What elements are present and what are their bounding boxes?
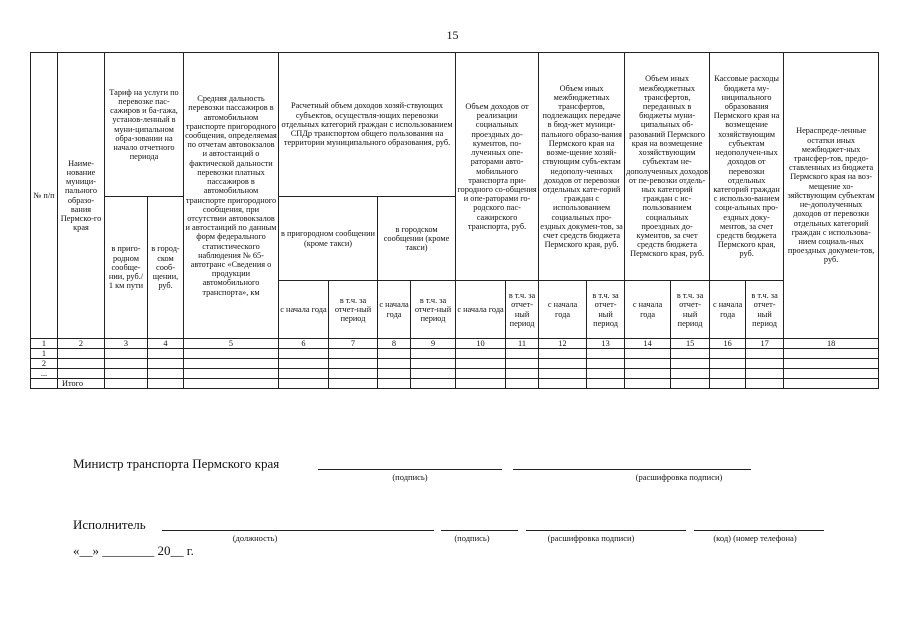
table-cell: [746, 349, 784, 359]
column-number: 2: [58, 339, 105, 349]
table-cell: [710, 359, 746, 369]
header-transfers-given: Объем иных межбюджетных трансфертов, переданных в бюджеты муни-ципальных об-разований Пермского края на возмещение хозяйствующим субъектам не-дополученных доходов от пе-ревозки отдель-ных категорий граждан с ис-пользованием социальных проездных до-кументов, за счет средств бюджета Пермского края, руб.: [625, 53, 710, 281]
table-cell: [784, 369, 879, 379]
table-cell: [105, 349, 148, 359]
column-number: 3: [105, 339, 148, 349]
header-tariff: Тариф на услуги по перевозке пас-сажиров и ба-гажа, установ-ленный в муни-ципальном обра-зовании на начало отчетного периода: [105, 53, 184, 197]
header-income-city: в городском сообщении (кроме такси): [378, 197, 456, 281]
table-cell: [587, 349, 625, 359]
table-cell: [105, 379, 148, 389]
table-cell: [105, 369, 148, 379]
table-cell: [329, 369, 378, 379]
table-cell: [279, 379, 329, 389]
column-number: 1: [31, 339, 58, 349]
column-number: 5: [184, 339, 279, 349]
header-period: в т.ч. за отчет-ный период: [329, 281, 378, 339]
phone-caption: (код) (номер телефона): [713, 533, 797, 543]
table-cell: [539, 359, 587, 369]
header-period: в т.ч. за отчет-ный период: [671, 281, 710, 339]
column-number: 9: [411, 339, 456, 349]
table-cell: [411, 379, 456, 389]
position-caption: (должность): [232, 533, 278, 543]
table-cell: [456, 369, 506, 379]
table-cell: [279, 359, 329, 369]
report-table: [30, 52, 879, 389]
table-cell: [148, 349, 184, 359]
phone-line: [694, 530, 824, 531]
table-cell: [539, 379, 587, 389]
table-cell: [671, 369, 710, 379]
table-cell: [506, 369, 539, 379]
header-remainder: Нераспреде-ленные остатки иных межбюджет-ных трансфер-тов, предо-ставленных из бюджета Пермского края на воз-мещение хо-зяйствующим субъектам не-дополученных доходов от перевозки отдельных категорий граждан с использова-нием социаль-ных проездных докумен-тов, руб.: [784, 53, 879, 339]
executor-label: Исполнитель: [73, 517, 146, 532]
table-cell: [671, 359, 710, 369]
header-tariff-city: в город-ском сооб-щении, руб.: [148, 197, 184, 339]
header-period: в т.ч. за отчет-ный период: [411, 281, 456, 339]
header-period: в т.ч. за отчет-ный период: [587, 281, 625, 339]
table-cell: [411, 349, 456, 359]
table-cell: [784, 349, 879, 359]
table-cell: [411, 369, 456, 379]
row-number: 1: [31, 349, 58, 359]
header-number: № п/п: [31, 53, 58, 339]
table-cell: [279, 349, 329, 359]
header-period: в т.ч. за отчет-ный период: [746, 281, 784, 339]
header-period: в т.ч. за отчет-ный период: [506, 281, 539, 339]
table-cell: [784, 359, 879, 369]
table-row: [31, 349, 879, 359]
row-number: 2: [31, 359, 58, 369]
table-cell: [329, 379, 378, 389]
table-cell: [506, 359, 539, 369]
table-cell: [378, 349, 411, 359]
decoding-line: [526, 530, 686, 531]
column-number: 16: [710, 339, 746, 349]
table-cell: [625, 349, 671, 359]
table-cell: [456, 349, 506, 359]
table-cell: [746, 379, 784, 389]
table-row: [31, 359, 879, 369]
column-number-row: [31, 339, 879, 349]
header-year-start: с начала года: [456, 281, 506, 339]
table-cell: [184, 349, 279, 359]
column-number: 14: [625, 339, 671, 349]
table-cell: [378, 369, 411, 379]
table-row: [31, 369, 879, 379]
header-social-ticket-sales: Объем доходов от реализации социальных проездных до-кументов, по-лученных опе-раторами авто-мобильного транспорта при-городного со-общения и опе-раторами го-родского пас-сажирского транспорта, руб.: [456, 53, 539, 281]
table-cell: [710, 379, 746, 389]
row-municipality: [58, 369, 105, 379]
table-cell: [411, 359, 456, 369]
signature-line: [318, 469, 502, 470]
column-number: 10: [456, 339, 506, 349]
date-line: «__» ________ 20__ г.: [73, 543, 194, 558]
column-number: 15: [671, 339, 710, 349]
column-number: 17: [746, 339, 784, 349]
row-municipality: [58, 359, 105, 369]
table-cell: [625, 369, 671, 379]
column-number: 4: [148, 339, 184, 349]
row-municipality: Итого: [58, 379, 105, 389]
table-body: [31, 349, 879, 389]
table-cell: [184, 359, 279, 369]
table-cell: [378, 359, 411, 369]
table-cell: [671, 349, 710, 359]
table-cell: [539, 349, 587, 359]
table-cell: [506, 379, 539, 389]
table-cell: [625, 379, 671, 389]
decoding-caption: (расшифровка подписи): [635, 472, 723, 482]
column-number: 7: [329, 339, 378, 349]
header-cash-expenses: Кассовые расходы бюджета му-ниципального образования Пермского края на возмещение хозяйствующим субъектам недополучен-ных доходов от перевозки отдельных категорий граждан с использо-ванием соци-альных про-ездных доку-ментов, за счет средств бюджета Пермского края, руб.: [710, 53, 784, 281]
signature-caption: (подпись): [392, 472, 428, 482]
signature-line: [441, 530, 518, 531]
header-year-start: с начала года: [378, 281, 411, 339]
table-cell: [587, 359, 625, 369]
row-number: ...: [31, 369, 58, 379]
column-number: 12: [539, 339, 587, 349]
decoding-line: [513, 469, 751, 470]
column-number: 6: [279, 339, 329, 349]
position-line: [162, 530, 434, 531]
table-cell: [587, 379, 625, 389]
table-cell: [329, 349, 378, 359]
table-row: [31, 379, 879, 389]
table-cell: [456, 359, 506, 369]
table-cell: [378, 379, 411, 389]
column-number: 13: [587, 339, 625, 349]
table-cell: [105, 359, 148, 369]
page-number: 15: [446, 28, 459, 42]
table-cell: [625, 359, 671, 369]
table-cell: [784, 379, 879, 389]
table-cell: [710, 369, 746, 379]
table-cell: [329, 359, 378, 369]
table-cell: [746, 359, 784, 369]
minister-label: Министр транспорта Пермского края: [73, 456, 280, 471]
column-number: 11: [506, 339, 539, 349]
table-cell: [539, 369, 587, 379]
table-cell: [710, 349, 746, 359]
table-cell: [148, 379, 184, 389]
header-transfers-due: Объем иных межбюджетных трансфертов, подлежащих передаче в бюд-жет муници-пального образо-вания Пермского края на возме-щение хозяй-ствующим субъ-ектам недополу-ченных доходов от перевозки отдельных кате-горий граждан с использованием социальных про-ездных докумен-тов, за счет средств бюджета Пермского края, руб.: [539, 53, 625, 281]
header-income: Расчетный объем доходов хозяй-ствующих субъектов, осуществля-ющих перевозки отдельных категорий граждан с использованием СПДр транспортом общего пользования на территории муниципального образования, руб.: [279, 53, 456, 197]
column-number: 18: [784, 339, 879, 349]
decoding-caption: (расшифровка подписи): [547, 533, 635, 543]
table-cell: [279, 369, 329, 379]
header-income-suburban: в пригородном сообщении (кроме такси): [279, 197, 378, 281]
table-cell: [746, 369, 784, 379]
header-municipality: Наиме-нование муници-пального образо-вания Пермско-го края: [58, 53, 105, 339]
header-distance: Средняя дальность перевозки пассажиров в автомобильном транспорте пригородного сообщения, определяемая по отчетам автовокзалов и автостанций о фактической дальности перевозки платных пассажиров в автомобильном транспорте пригородного сообщения, при отсутствии автовокзалов и автостанций по данным форм федерального статистического наблюдения № 65-автотранс «Сведения о продукции автомобильного транспорта», км: [184, 53, 279, 339]
table-cell: [184, 379, 279, 389]
table-cell: [184, 369, 279, 379]
header-year-start: с начала года: [279, 281, 329, 339]
table-cell: [671, 379, 710, 389]
header-year-start: с начала года: [710, 281, 746, 339]
column-number: 8: [378, 339, 411, 349]
table-cell: [148, 359, 184, 369]
signature-caption: (подпись): [454, 533, 490, 543]
table-cell: [148, 369, 184, 379]
header-year-start: с начала года: [625, 281, 671, 339]
row-number: [31, 379, 58, 389]
row-municipality: [58, 349, 105, 359]
header-year-start: с начала года: [539, 281, 587, 339]
table-cell: [587, 369, 625, 379]
header-tariff-suburban: в приго-родном сообще-нии, руб./ 1 км пути: [105, 197, 148, 339]
table-cell: [456, 379, 506, 389]
table-cell: [506, 349, 539, 359]
